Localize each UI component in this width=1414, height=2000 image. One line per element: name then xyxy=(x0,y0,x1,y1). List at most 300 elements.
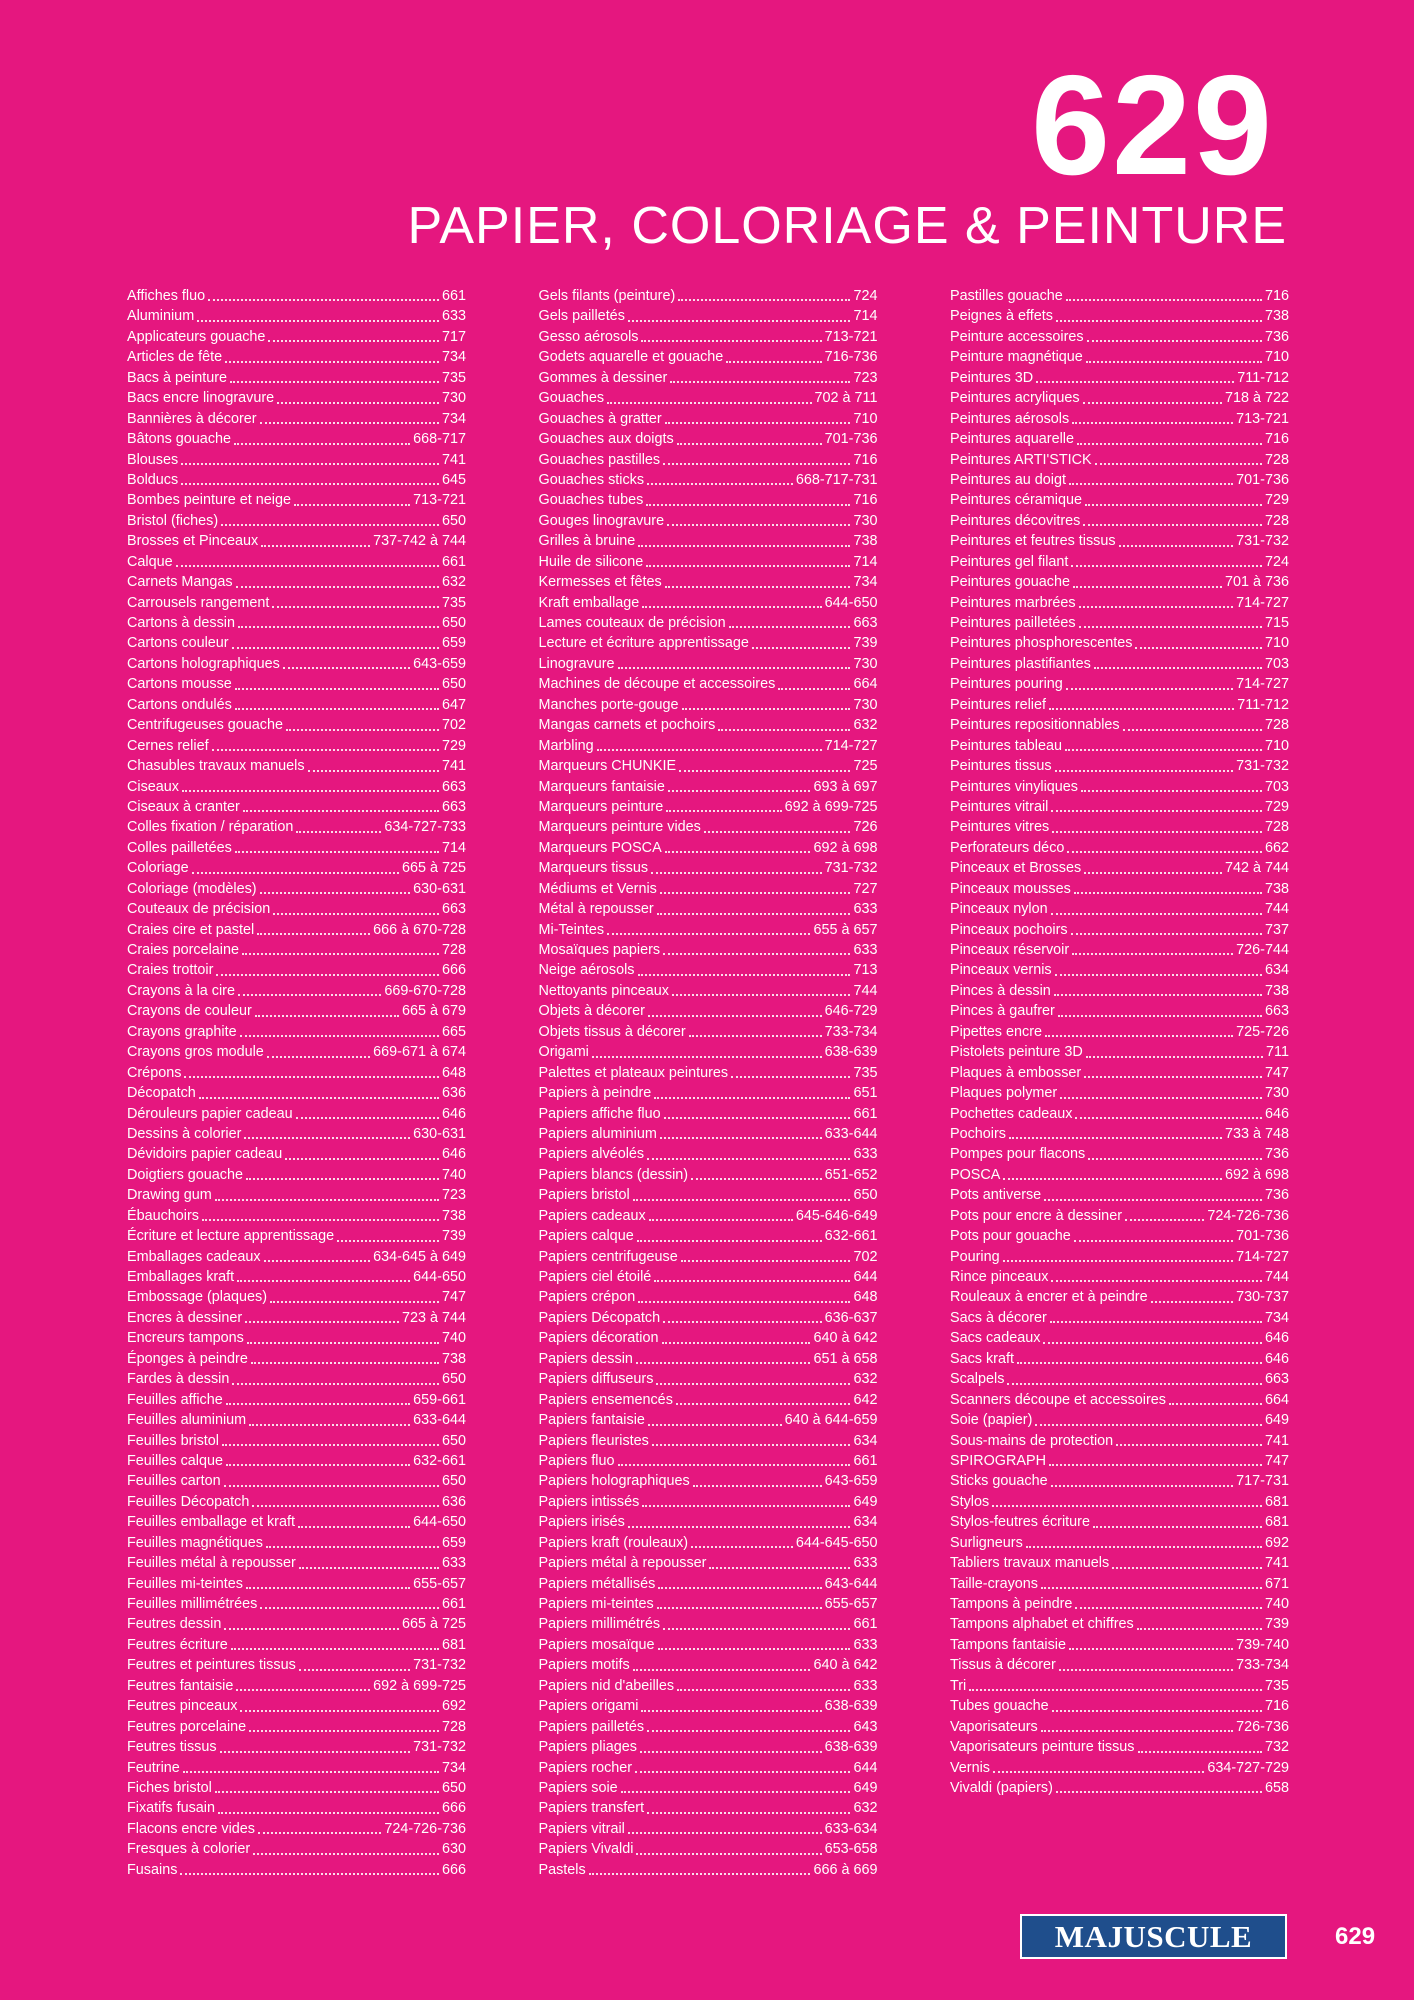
index-entry xyxy=(127,1839,466,1859)
index-term: Encreurs tampons xyxy=(127,1330,244,1347)
index-term: Sacs à décorer xyxy=(950,1309,1047,1326)
index-pages: 692 à 698 xyxy=(1224,1166,1289,1183)
index-term: Papiers Vivaldi xyxy=(538,1841,634,1858)
index-pages: 665 à 725 xyxy=(401,860,466,877)
index-term: Peignes à effets xyxy=(950,308,1053,325)
index-entry xyxy=(127,388,466,408)
index-term: Manches porte-gouge xyxy=(538,696,679,713)
index-entry xyxy=(539,1471,878,1491)
index-entry xyxy=(127,572,466,592)
dot-leader xyxy=(1073,586,1222,588)
index-term: Peintures gouache xyxy=(950,574,1071,591)
index-entry xyxy=(539,1614,878,1634)
index-term: Papiers ciel étoilé xyxy=(538,1269,652,1285)
index-term: Blouses xyxy=(127,451,179,468)
index-entry xyxy=(539,1717,878,1737)
index-entry xyxy=(950,429,1289,449)
dot-leader xyxy=(663,463,850,465)
dot-leader xyxy=(638,974,851,976)
index-term: Perforateurs déco xyxy=(950,839,1065,856)
dot-leader xyxy=(648,1015,822,1017)
index-term: Encres à dessiner xyxy=(127,1309,243,1326)
index-entry xyxy=(127,613,466,633)
dot-leader xyxy=(1059,1669,1233,1671)
index-pages: 655-657 xyxy=(824,1596,878,1612)
index-pages: 644 xyxy=(853,1269,878,1285)
index-pages: 664 xyxy=(853,676,878,693)
index-pages: 649 xyxy=(853,1493,878,1510)
index-entry xyxy=(950,899,1289,919)
index-term: Peintures pailletées xyxy=(950,615,1076,631)
dot-leader xyxy=(264,1260,371,1262)
index-term: Feuilles aluminium xyxy=(127,1412,247,1429)
index-term: Feutres pinceaux xyxy=(127,1698,238,1715)
dot-leader xyxy=(647,1730,850,1732)
index-entry xyxy=(950,593,1289,613)
index-pages: 723 à 744 xyxy=(401,1309,466,1326)
index-term: Pouring xyxy=(950,1248,1000,1265)
index-term: Lecture et écriture apprentissage xyxy=(538,635,749,652)
index-entry xyxy=(127,1001,466,1021)
index-term: Coloriage (modèles) xyxy=(127,880,257,897)
index-term: Peintures tableau xyxy=(950,737,1063,754)
index-term: Feutrine xyxy=(127,1759,180,1776)
dot-leader xyxy=(257,933,370,935)
index-term: Plaques à embosser xyxy=(950,1064,1082,1081)
index-entry xyxy=(539,1369,878,1389)
dot-leader xyxy=(691,1546,793,1548)
index-term: Tissus à décorer xyxy=(950,1657,1056,1674)
index-pages: 643-659 xyxy=(824,1473,878,1490)
index-entry xyxy=(127,1471,466,1491)
dot-leader xyxy=(633,1199,851,1201)
dot-leader xyxy=(176,565,439,567)
index-pages: 703 xyxy=(1264,655,1289,672)
index-term: Ciseaux xyxy=(127,778,179,795)
index-term: Bâtons gouache xyxy=(127,431,232,448)
index-pages: 681 xyxy=(1264,1493,1289,1510)
dot-leader xyxy=(1087,340,1262,342)
index-term: Objets tissus à décorer xyxy=(538,1023,686,1040)
index-term: Carnets Mangas xyxy=(127,574,233,591)
index-pages: 655 à 657 xyxy=(813,921,878,938)
index-pages: 650 xyxy=(441,1473,466,1490)
index-term: Papiers aluminium xyxy=(538,1125,657,1142)
index-entry xyxy=(539,756,878,776)
index-pages: 731-732 xyxy=(824,860,878,877)
dot-leader xyxy=(1083,524,1262,526)
index-pages: 710 xyxy=(853,410,878,427)
index-pages: 727 xyxy=(853,880,878,897)
index-entry xyxy=(950,450,1289,470)
index-entry xyxy=(127,1349,466,1369)
index-entry xyxy=(127,1553,466,1573)
index-entry xyxy=(539,1247,878,1267)
index-term: Papiers nid d'abeilles xyxy=(538,1677,675,1694)
dot-leader xyxy=(1086,1056,1263,1058)
index-term: Aluminium xyxy=(127,308,195,325)
index-pages: 647 xyxy=(441,696,466,713)
index-pages: 648 xyxy=(853,1289,878,1306)
index-entry xyxy=(127,1594,466,1614)
index-term: Cartons holographiques xyxy=(127,655,280,672)
index-pages: 633 xyxy=(441,1555,466,1572)
index-pages: 739-740 xyxy=(1236,1636,1289,1653)
index-pages: 715 xyxy=(1264,615,1289,631)
dot-leader xyxy=(258,1832,381,1834)
index-pages: 710 xyxy=(1264,349,1289,366)
index-term: Feutres fantaisie xyxy=(127,1677,234,1694)
index-entry xyxy=(950,1144,1289,1164)
dot-leader xyxy=(260,892,411,894)
index-term: Calque xyxy=(127,553,173,570)
index-pages: 711-712 xyxy=(1237,369,1289,386)
index-entry xyxy=(539,450,878,470)
index-term: Papiers affiche fluo xyxy=(538,1105,661,1122)
index-entry xyxy=(127,1267,466,1287)
index-pages: 726 xyxy=(853,819,878,836)
dot-leader xyxy=(1095,463,1262,465)
index-term: Sacs kraft xyxy=(950,1350,1014,1367)
index-term: Craies cire et pastel xyxy=(127,921,255,938)
dot-leader xyxy=(665,586,851,588)
dot-leader xyxy=(1125,1219,1204,1221)
index-entry xyxy=(950,1553,1289,1573)
dot-leader xyxy=(298,1526,410,1528)
index-term: Gouaches à gratter xyxy=(538,410,662,427)
index-term: Marqueurs peinture xyxy=(538,798,664,815)
index-term: Papiers transfert xyxy=(538,1800,645,1817)
index-entry xyxy=(539,695,878,715)
index-entry xyxy=(950,654,1289,674)
index-pages: 633 xyxy=(441,308,466,325)
dot-leader xyxy=(1066,299,1262,301)
dot-leader xyxy=(592,1056,822,1058)
index-pages: 702 à 711 xyxy=(814,390,878,407)
dot-leader xyxy=(243,810,439,812)
dot-leader xyxy=(667,524,850,526)
dot-leader xyxy=(657,1607,822,1609)
index-pages: 661 xyxy=(853,1452,878,1469)
index-term: Pompes pour flacons xyxy=(950,1146,1086,1163)
dot-leader xyxy=(246,1178,439,1180)
dot-leader xyxy=(208,299,439,301)
index-entry xyxy=(127,756,466,776)
dot-leader xyxy=(660,892,851,894)
index-entry xyxy=(539,1696,878,1716)
index-entry xyxy=(950,1533,1289,1553)
dot-leader xyxy=(181,483,439,485)
index-term: Pastels xyxy=(538,1861,586,1878)
index-entry xyxy=(950,715,1289,735)
index-term: Cernes relief xyxy=(127,737,209,754)
dot-leader xyxy=(252,1505,439,1507)
index-entry xyxy=(950,1614,1289,1634)
dot-leader xyxy=(1075,1607,1262,1609)
index-entry xyxy=(539,1083,878,1103)
index-entry xyxy=(950,858,1289,878)
index-term: Papiers métal à repousser xyxy=(538,1555,707,1572)
dot-leader xyxy=(1009,1137,1222,1139)
index-pages: 714-727 xyxy=(824,737,878,754)
dot-leader xyxy=(1079,626,1262,628)
index-entry xyxy=(950,736,1289,756)
dot-leader xyxy=(649,1219,793,1221)
index-entry xyxy=(539,347,878,367)
index-entry xyxy=(127,1676,466,1696)
dot-leader xyxy=(718,729,850,731)
index-term: Stylos-feutres écriture xyxy=(950,1514,1090,1531)
index-pages: 713 xyxy=(853,962,878,979)
index-term: Écriture et lecture apprentissage xyxy=(127,1228,335,1245)
index-pages: 710 xyxy=(1264,635,1289,652)
index-term: Rouleaux à encrer et à peindre xyxy=(950,1289,1148,1306)
index-entry xyxy=(539,1533,878,1553)
dot-leader xyxy=(235,851,439,853)
index-term: Papiers rocher xyxy=(538,1759,633,1776)
dot-leader xyxy=(277,402,439,404)
index-pages: 651 à 658 xyxy=(813,1350,878,1367)
index-entry xyxy=(950,1390,1289,1410)
dot-leader xyxy=(657,913,851,915)
index-entry xyxy=(127,1533,466,1553)
index-term: Vaporisateurs xyxy=(950,1718,1038,1735)
dot-leader xyxy=(1067,851,1262,853)
dot-leader xyxy=(1075,1117,1262,1119)
dot-leader xyxy=(663,953,850,955)
index-term: Stylos xyxy=(950,1493,990,1510)
index-pages: 701 à 736 xyxy=(1224,574,1289,591)
dot-leader xyxy=(1084,1076,1262,1078)
index-pages: 729 xyxy=(1264,798,1289,815)
dot-leader xyxy=(647,1812,850,1814)
index-entry xyxy=(950,1226,1289,1246)
index-entry xyxy=(539,1001,878,1021)
index-pages: 664 xyxy=(1264,1391,1289,1408)
dot-leader xyxy=(682,708,851,710)
dot-leader xyxy=(636,1853,821,1855)
index-entry xyxy=(950,1696,1289,1716)
dot-leader xyxy=(242,953,439,955)
index-pages: 747 xyxy=(441,1289,466,1306)
index-entry xyxy=(539,1226,878,1246)
index-term: Marqueurs POSCA xyxy=(538,839,662,856)
index-pages: 733-734 xyxy=(1236,1657,1289,1674)
index-term: Emballages kraft xyxy=(127,1269,235,1285)
dot-leader xyxy=(1071,933,1262,935)
index-entry xyxy=(127,1431,466,1451)
index-entry xyxy=(539,388,878,408)
index-entry xyxy=(127,531,466,551)
index-term: Mi-Teintes xyxy=(538,921,605,938)
index-pages: 724-726-736 xyxy=(1207,1207,1289,1224)
index-entry xyxy=(127,777,466,797)
index-entry xyxy=(950,490,1289,510)
dot-leader xyxy=(647,1158,850,1160)
index-entry xyxy=(127,1819,466,1839)
index-pages: 718 à 722 xyxy=(1224,390,1289,407)
index-entry xyxy=(127,797,466,817)
index-term: Peintures et feutres tissus xyxy=(950,533,1116,550)
dot-leader xyxy=(1041,1730,1233,1732)
index-pages: 633-634 xyxy=(824,1820,878,1837)
dot-leader xyxy=(199,1097,439,1099)
index-pages: 742 à 744 xyxy=(1224,860,1289,877)
index-pages: 701-736 xyxy=(1236,1228,1289,1245)
dot-leader xyxy=(1123,729,1262,731)
index-pages: 692 xyxy=(1264,1534,1289,1551)
dot-leader xyxy=(1077,443,1262,445)
index-term: Feuilles Décopatch xyxy=(127,1493,250,1510)
index-entry xyxy=(539,327,878,347)
index-entry xyxy=(127,695,466,715)
index-entry xyxy=(539,368,878,388)
index-pages: 640 à 642 xyxy=(813,1330,878,1347)
index-term: Feutres écriture xyxy=(127,1636,228,1653)
index-pages: 681 xyxy=(441,1636,466,1653)
dot-leader xyxy=(236,1689,370,1691)
index-pages: 632 xyxy=(441,574,466,591)
index-pages: 738 xyxy=(853,533,878,550)
index-pages: 736 xyxy=(1264,1187,1289,1204)
index-pages: 649 xyxy=(853,1779,878,1796)
index-entry xyxy=(950,1287,1289,1307)
index-term: Affiches fluo xyxy=(127,288,206,304)
index-entry xyxy=(539,797,878,817)
index-term: Peintures vitrail xyxy=(950,798,1049,815)
index-term: Papiers bristol xyxy=(538,1187,630,1204)
index-entry xyxy=(539,1860,878,1880)
index-term: Pochettes cadeaux xyxy=(950,1105,1073,1122)
index-term: Peinture accessoires xyxy=(950,328,1084,345)
index-entry xyxy=(127,1124,466,1144)
index-entry xyxy=(127,940,466,960)
index-term: Bacs à peinture xyxy=(127,369,227,386)
dot-leader xyxy=(337,1240,439,1242)
index-term: Coloriage xyxy=(127,860,189,877)
index-columns xyxy=(127,286,1289,1880)
index-pages: 692 à 699-725 xyxy=(784,798,878,815)
index-entry xyxy=(127,470,466,490)
index-pages: 730 xyxy=(1264,1085,1289,1102)
index-term: Dévidoirs papier cadeau xyxy=(127,1146,283,1163)
dot-leader xyxy=(1094,667,1262,669)
index-term: Papiers fantaisie xyxy=(538,1412,645,1429)
dot-leader xyxy=(260,422,439,424)
index-term: Peintures plastifiantes xyxy=(950,655,1091,672)
dot-leader xyxy=(633,1669,811,1671)
index-entry xyxy=(950,838,1289,858)
index-term: Papiers blancs (dessin) xyxy=(538,1166,689,1183)
dot-leader xyxy=(308,770,439,772)
index-term: Doigtiers gouache xyxy=(127,1166,243,1183)
index-pages: 659 xyxy=(441,1534,466,1551)
index-entry xyxy=(127,1328,466,1348)
index-entry xyxy=(539,960,878,980)
index-pages: 735 xyxy=(1264,1677,1289,1694)
index-entry xyxy=(539,593,878,613)
index-column-3 xyxy=(950,286,1289,1880)
index-entry xyxy=(127,1717,466,1737)
index-entry xyxy=(127,654,466,674)
index-entry xyxy=(950,1369,1289,1389)
index-pages: 739 xyxy=(441,1228,466,1245)
index-pages: 692 à 699-725 xyxy=(373,1677,466,1694)
dot-leader xyxy=(231,1648,439,1650)
index-entry xyxy=(950,777,1289,797)
index-term: SPIROGRAPH xyxy=(950,1452,1046,1469)
dot-leader xyxy=(249,1730,439,1732)
index-entry xyxy=(127,1635,466,1655)
index-entry xyxy=(539,674,878,694)
index-pages: 732 xyxy=(1264,1739,1289,1756)
index-pages: 659-661 xyxy=(413,1391,466,1408)
dot-leader xyxy=(646,565,850,567)
index-pages: 702 xyxy=(853,1248,878,1265)
dot-leader xyxy=(1137,1628,1262,1630)
index-term: Gouaches sticks xyxy=(538,471,645,488)
index-term: Bacs encre linogravure xyxy=(127,390,275,407)
index-pages: 725-726 xyxy=(1236,1023,1289,1040)
index-entry xyxy=(127,981,466,1001)
index-term: Papiers diffuseurs xyxy=(538,1371,654,1388)
index-term: Éponges à peindre xyxy=(127,1350,248,1367)
dot-leader xyxy=(1069,483,1233,485)
dot-leader xyxy=(1056,1791,1262,1793)
index-term: Papiers mi-teintes xyxy=(538,1596,654,1612)
index-pages: 730-737 xyxy=(1236,1289,1289,1306)
index-entry xyxy=(950,306,1289,326)
index-entry xyxy=(539,715,878,735)
index-entry xyxy=(127,511,466,531)
index-pages: 646 xyxy=(1264,1330,1289,1347)
index-pages: 645-646-649 xyxy=(795,1207,878,1224)
dot-leader xyxy=(628,1832,822,1834)
index-pages: 633-644 xyxy=(413,1412,466,1429)
index-pages: 737 xyxy=(1264,921,1289,938)
index-term: Feuilles affiche xyxy=(127,1391,223,1408)
index-term: Papiers fleuristes xyxy=(538,1432,649,1449)
index-pages: 738 xyxy=(441,1207,466,1224)
dot-leader xyxy=(285,1158,439,1160)
index-term: Gouaches xyxy=(538,390,605,407)
index-entry xyxy=(127,817,466,837)
brand-name: MAJUSCULE xyxy=(1054,1918,1253,1954)
index-pages: 716-736 xyxy=(824,349,878,366)
index-pages: 659 xyxy=(441,635,466,652)
index-entry xyxy=(127,409,466,429)
index-pages: 738 xyxy=(1264,308,1289,325)
index-entry xyxy=(950,1104,1289,1124)
page-number-footer: 629 xyxy=(1335,1923,1376,1950)
index-pages: 633 xyxy=(853,942,878,958)
dot-leader xyxy=(235,708,439,710)
index-pages: 663 xyxy=(853,615,878,631)
index-pages: 663 xyxy=(1264,1003,1289,1020)
index-term: Pinces à gaufrer xyxy=(950,1003,1055,1020)
dot-leader xyxy=(1044,1199,1262,1201)
index-entry xyxy=(127,1369,466,1389)
index-entry xyxy=(539,613,878,633)
page-title: PAPIER, COLORIAGE & PEINTURE xyxy=(407,197,1287,255)
dot-leader xyxy=(1060,1097,1262,1099)
dot-leader xyxy=(689,1035,822,1037)
index-term: Grilles à bruine xyxy=(538,533,636,550)
index-term: Cartons ondulés xyxy=(127,696,232,713)
index-term: Crayons à la cire xyxy=(127,982,235,999)
index-term: Pipettes encre xyxy=(950,1023,1042,1040)
index-term: Papiers décoration xyxy=(538,1330,659,1347)
